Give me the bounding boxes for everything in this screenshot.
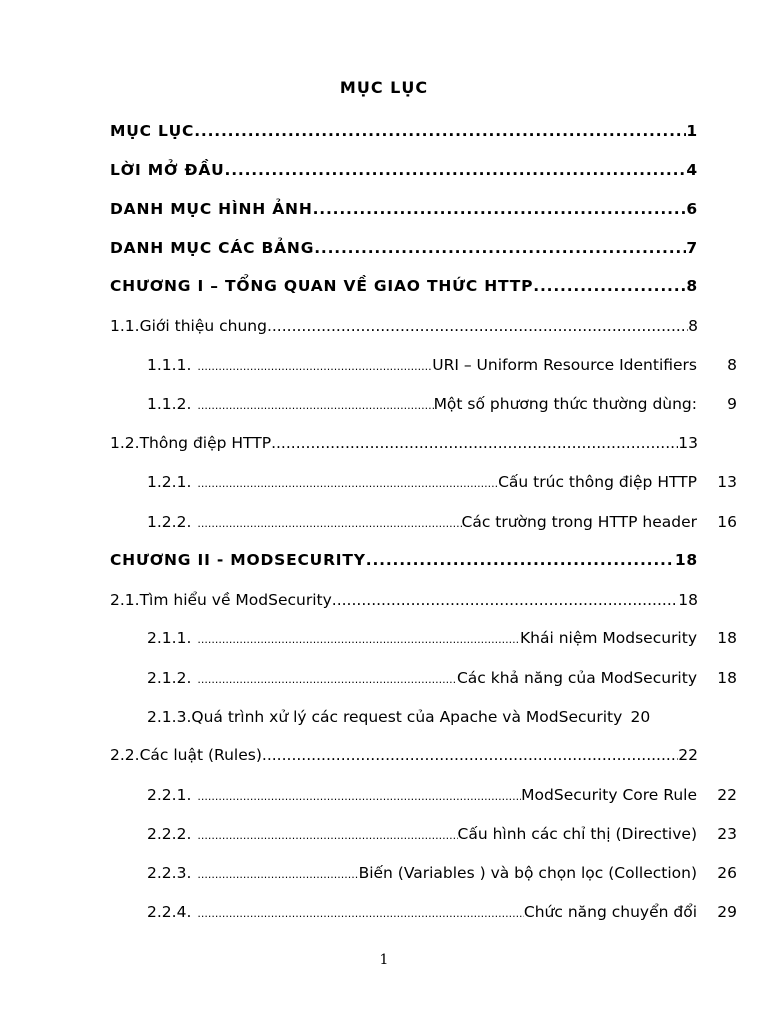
toc-entry-page: 6 [686,200,698,218]
toc-entry-1-1-2[interactable] [147,394,737,416]
toc-entry-label: Các trường trong HTTP header [461,513,697,531]
toc-entry-page: 22 [678,746,698,764]
toc-entry-label: Cấu trúc thông điệp HTTP [498,473,697,491]
toc-leader-dots [197,630,520,650]
toc-entry-page: 8 [727,356,737,374]
toc-leader-dots [267,316,688,336]
toc-leader-dots [197,514,461,534]
toc-entry-number: 1.1.2. [147,395,192,413]
toc-entry-danh-muc-hinh-anh[interactable] [110,199,698,219]
toc-entry-number: 2.2.2. [147,825,192,843]
toc-entry-label: MỤC LỤC [110,122,195,140]
toc-entry-label: 2.1.3.Quá trình xử lý các request của Apache và ModSecurity [147,708,623,726]
toc-entry-page: 16 [717,513,737,531]
toc-entry-page: 18 [678,591,698,609]
toc-entry-label: 1.1.Giới thiệu chung [110,317,267,335]
toc-entry-label: Các khả năng của ModSecurity [456,669,697,687]
toc-entry-page: 13 [678,434,698,452]
toc-entry-1-1-1[interactable] [147,355,737,377]
toc-entry-label: DANH MỤC HÌNH ẢNH [110,200,313,218]
toc-entry-chuong-2[interactable] [110,550,698,570]
toc-entry-number: 2.1.1. [147,629,192,647]
toc-entry-page: 8 [688,317,698,335]
toc-entry-page: 18 [674,551,698,569]
toc-entry-1-2-2[interactable] [147,512,737,534]
toc-leader-dots [197,826,457,846]
toc-entry-chuong-1[interactable] [110,276,698,296]
toc-leader-dots [332,590,678,610]
toc-entry-page: 23 [717,825,737,843]
toc-entry-label: 2.2.Các luật (Rules) [110,746,262,764]
toc-leader-dots [197,357,432,377]
toc-entry-2-1-2[interactable] [147,668,737,690]
toc-entry-loi-mo-dau[interactable] [110,160,698,180]
toc-entry-2-1-1[interactable] [147,628,737,650]
toc-leader-dots [313,199,687,219]
toc-entry-label: CHƯƠNG II - MODSECURITY [110,551,366,569]
toc-leader-dots [197,787,521,807]
toc-entry-page: 26 [717,864,737,882]
toc-entry-label: CHƯƠNG I – TỔNG QUAN VỀ GIAO THỨC HTTP [110,277,534,295]
toc-entry-page: 29 [717,903,737,921]
toc-entry-label: Khái niệm Modsecurity [520,629,697,647]
toc-entry-1-2-1[interactable] [147,472,737,494]
toc-entry-label: Biến (Variables ) và bộ chọn lọc (Collection) [358,864,697,882]
toc-entry-page: 9 [727,395,737,413]
toc-entry-page: 7 [686,239,698,257]
toc-entry-2-1[interactable] [110,590,698,610]
toc-entry-number: 2.2.4. [147,903,192,921]
toc-entry-label: URI – Uniform Resource Identifiers [432,356,697,374]
toc-entry-2-1-3[interactable] [147,707,707,727]
toc-entry-number: 1.2.2. [147,513,192,531]
toc-entry-muc-luc[interactable] [110,121,698,141]
toc-entry-2-2-3[interactable] [147,863,737,885]
toc-entry-page: 1 [686,122,698,140]
toc-entry-label: Chức năng chuyển đổi [523,903,697,921]
toc-entry-page: 4 [686,161,698,179]
toc-leader-dots [197,904,524,924]
toc-leader-dots [271,433,678,453]
toc-entry-page: 8 [686,277,698,295]
footer-page-number: 1 [379,952,389,968]
toc-leader-dots [197,670,457,690]
toc-entry-page: 18 [717,669,737,687]
toc-entry-1-1[interactable] [110,316,698,336]
toc-entry-danh-muc-cac-bang[interactable] [110,238,698,258]
toc-entry-number: 2.2.3. [147,864,192,882]
toc-entry-2-2-4[interactable] [147,902,737,924]
toc-entry-page: 13 [717,473,737,491]
toc-leader-dots [197,474,498,494]
toc-entry-1-2[interactable] [110,433,698,453]
toc-leader-dots [314,238,686,258]
toc-entry-2-2-2[interactable] [147,824,737,846]
page-title: MỤC LỤC [339,78,429,97]
toc-entry-2-2[interactable] [110,745,698,765]
toc-entry-page: 20 [630,708,651,726]
toc-entry-2-2-1[interactable] [147,785,737,807]
toc-leader-dots [533,276,686,296]
toc-entry-label: 2.1.Tìm hiểu về ModSecurity [110,591,332,609]
toc-entry-number: 2.2.1. [147,786,192,804]
toc-entry-label: Một số phương thức thường dùng: [433,395,697,413]
toc-leader-dots [262,745,678,765]
toc-entry-page: 22 [717,786,737,804]
toc-leader-dots [197,865,358,885]
toc-entry-label: DANH MỤC CÁC BẢNG [110,239,315,257]
toc-leader-dots [194,121,686,141]
toc-entry-label: ModSecurity Core Rule [521,786,697,804]
toc-leader-dots [225,160,687,180]
toc-entry-page: 18 [717,629,737,647]
toc-entry-number: 2.1.2. [147,669,192,687]
toc-entry-number: 1.1.1. [147,356,192,374]
toc-entry-label: 1.2.Thông điệp HTTP [110,434,272,452]
toc-entry-label: Cấu hình các chỉ thị (Directive) [457,825,697,843]
toc-entry-label: LỜI MỞ ĐẦU [110,161,225,179]
toc-leader-dots [366,550,675,570]
toc-leader-dots [197,396,433,416]
toc-entry-number: 1.2.1. [147,473,192,491]
